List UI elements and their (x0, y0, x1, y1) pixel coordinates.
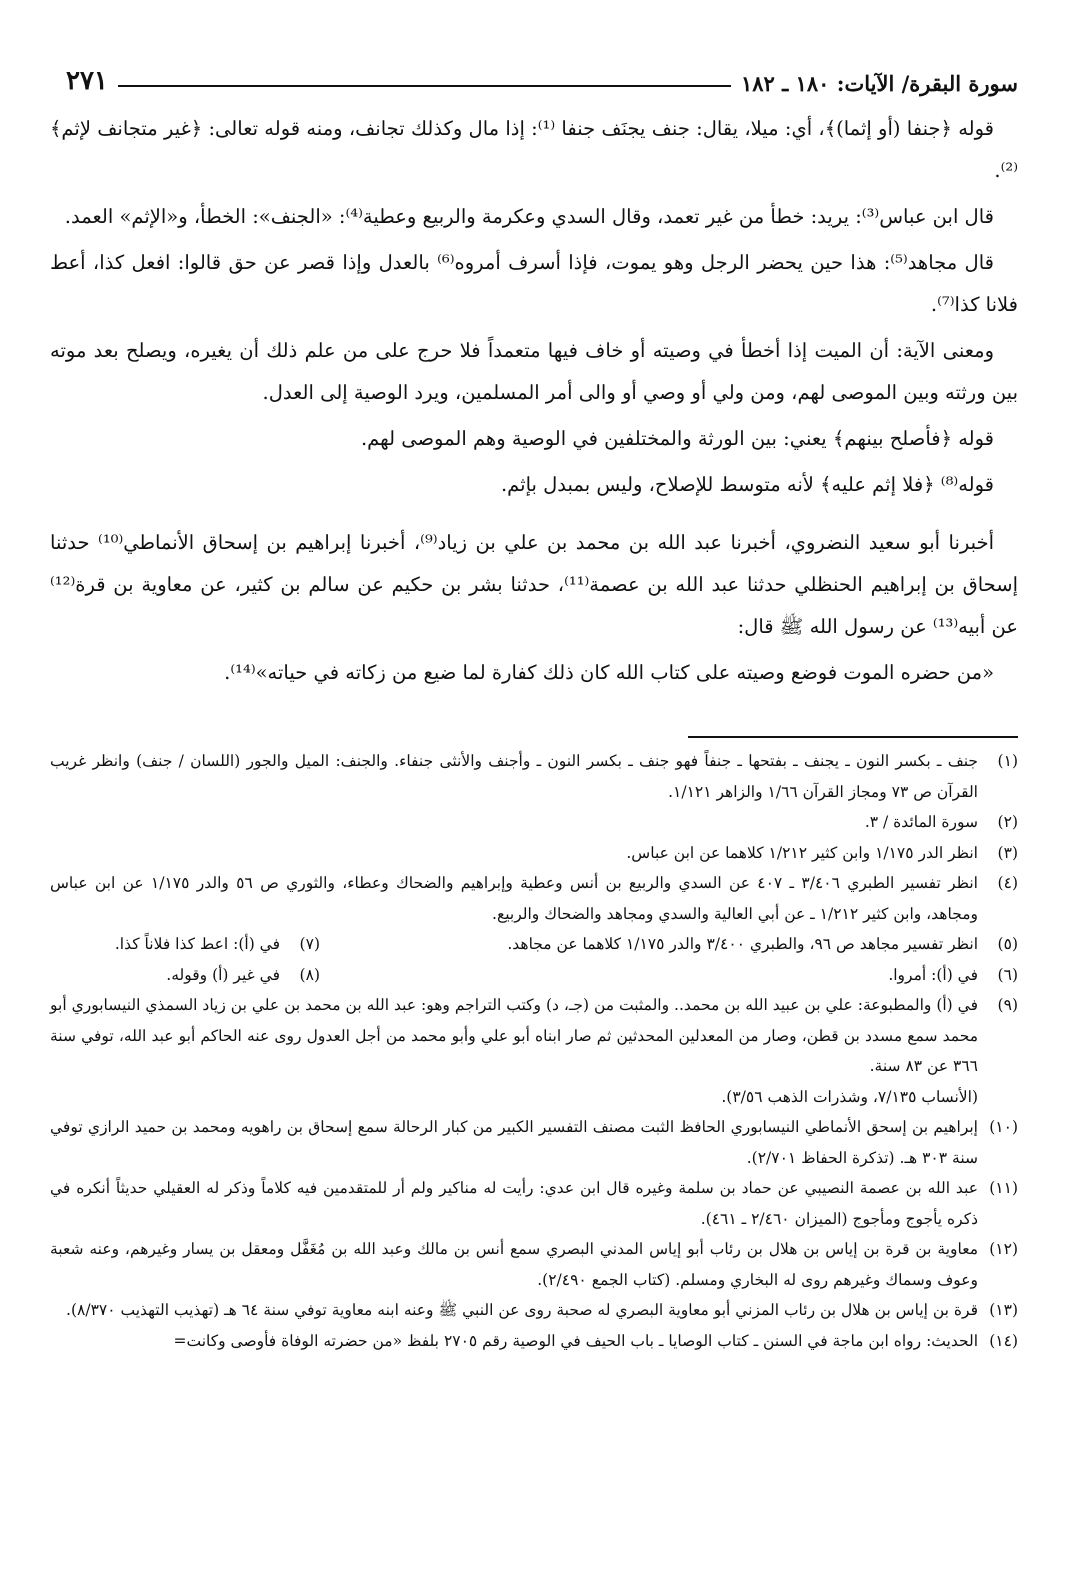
footnote-reference: (الأنساب ٧/١٣٥، وشذرات الذهب ٣/٥٦). (721, 1087, 978, 1106)
footnote-number: (١٠) (989, 1118, 1018, 1136)
footnote-number: (١) (997, 752, 1018, 770)
footnote-text: معاوية بن قرة بن إياس بن هلال بن رئاب أبو إياس المدني البصري سمع أنس بن مالك وعبد الله بن مُغَفَّل ومعقل بن يسار وغيرهم، وعنه شعبة وعوف وسماك وغيرهم روى له البخاري ومسلم. (كتاب الجمع ٢/٤٩٠). (50, 1240, 978, 1289)
footnote-3 (50, 838, 1018, 869)
footnote-number: (٦) (997, 965, 1018, 984)
footnote-text: في (أ): أمروا. (888, 965, 978, 984)
main-text (50, 108, 1018, 698)
footnote-separator (688, 736, 1018, 738)
footnote-number: (٨) (299, 965, 320, 984)
footnote-number: (٣) (997, 843, 1018, 862)
footnote-number: (٢) (997, 813, 1018, 831)
footnote-number: (٩) (997, 996, 1018, 1014)
header-rule (118, 85, 731, 87)
paragraph-1: قوله ﴿جنفا (أو إثما)﴾، أي: ميلا، يقال: جنف يجنَف جنفا ⁽¹⁾: إذا مال وكذلك تجانف، ومنه قوله تعالى: ﴿غير متجانف لإثم﴾⁽²⁾. (50, 117, 1018, 182)
footnote-8 (50, 960, 320, 991)
footnote-text: في غير (أ) وقوله. (166, 965, 280, 984)
footnote-text: جنف ـ بكسر النون ـ يجنف ـ بفتحها ـ جنفاً فهو جنف ـ بكسر النون ـ وأجنف والأنثى جنفاء. والجنف: الميل والجور (اللسان / جنف) وانظر غريب القرآن ص ٧٣ ومجاز القرآن ١/٦٦ والزاهر ١/١٢١. (50, 752, 978, 801)
paragraph-4: ومعنى الآية: أن الميت إذا أخطأ في وصيته أو خاف فيها متعمداً فلا حرج على من علم ذلك أن يغيره، ويصلح بعد موته بين ورثته وبين الموصى لهم، ومن ولي أو وصي أو والى أمر المسلمين، ويرد الوصية إلى العدل. (50, 339, 1018, 404)
footnote-number: (١٤) (989, 1331, 1018, 1350)
hadith-text: «من حضره الموت فوضع وصيته على كتاب الله كان ذلك كفارة لما ضيع من زكاته في حياته»⁽¹⁴⁾. (224, 661, 994, 684)
footnotes (50, 746, 1018, 1356)
footnote-body: في (أ) والمطبوعة: علي بن عبيد الله بن محمد.. والمثبت من (جـ، د) وكتب التراجم وهو: عبد الله بن محمد بن علي بن زياد السمذي النيسابوري أبو محمد سمع مسدد بن قطن، وصار من المعدلين المحدثين ثم صار ابناه أبو علي وأبو محمد من أجل العدول روى عنه الحاكم أبو عبد الله، توفي سنة ٣٦٦ عن ٨٣ سنة. (50, 996, 978, 1075)
paragraph-6: قوله⁽⁸⁾ ﴿فلا إثم عليه﴾ لأنه متوسط للإصلاح، وليس بمبدل بإثم. (500, 473, 994, 496)
footnote-text (50, 990, 978, 1112)
footnote-text: في (أ): اعط كذا فلاناً كذا. (114, 935, 280, 953)
footnote-row-5-7 (50, 929, 1018, 960)
footnote-text: قرة بن إياس بن هلال بن رئاب المزني أبو معاوية البصري له صحبة روى عن النبي ﷺ وعنه ابنه معاوية توفي سنة ٦٤ هـ (تهذيب التهذيب ٨/٣٧٠). (66, 1301, 978, 1319)
footnote-number: (٧) (299, 935, 320, 953)
footnote-13 (50, 1295, 1018, 1326)
footnote-row-6-8 (50, 960, 1018, 991)
footnote-9 (50, 990, 1018, 1112)
page-number: ٢٧١ (66, 66, 108, 96)
footnote-number: (٤) (997, 874, 1018, 892)
paragraph-2: قال ابن عباس⁽³⁾: يريد: خطأ من غير تعمد، وقال السدي وعكرمة والربيع وعطية⁽⁴⁾: «الجنف»: الخطأ، و«الإثم» العمد. (64, 205, 994, 228)
footnote-11 (50, 1173, 1018, 1234)
footnote-text: عبد الله بن عصمة النصيبي عن حماد بن سلمة وغيره قال ابن عدي: رأيت له مناكير ولم أر للمتقدمين فيه كلاماً وذكر له العقيلي حديثاً أنكره في ذكره يأجوج ومأجوج (الميزان ٢/٤٦٠ ـ ٤٦١). (50, 1179, 978, 1228)
footnote-12 (50, 1234, 1018, 1295)
isnad-paragraph: أخبرنا أبو سعيد النضروي، أخبرنا عبد الله بن محمد بن علي بن زياد⁽⁹⁾، أخبرنا إبراهيم بن إسحاق الأنماطي⁽¹⁰⁾ حدثنا إسحاق بن إبراهيم الحنظلي حدثنا عبد الله بن عصمة⁽¹¹⁾، حدثنا بشر بن حكيم عن سالم بن كثير، عن معاوية بن قرة⁽¹²⁾ عن أبيه⁽¹³⁾ عن رسول الله ﷺ قال: (50, 531, 1018, 638)
footnote-5 (507, 929, 1018, 960)
running-header (66, 56, 1018, 96)
footnote-7 (50, 929, 320, 960)
footnote-6 (888, 960, 1018, 991)
footnote-text: إبراهيم بن إسحق الأنماطي النيسابوري الحافظ الثبت مصنف التفسير الكبير من كبار الرحالة سمع إسحاق بن راهويه ومحمد بن حميد الرازي توفي سنة ٣٠٣ هـ. (تذكرة الحفاظ ٢/٧٠١). (50, 1118, 978, 1167)
footnote-4 (50, 868, 1018, 929)
paragraph-5: قوله ﴿فأصلح بينهم﴾ يعني: بين الورثة والمختلفين في الوصية وهم الموصى لهم. (360, 427, 994, 450)
footnote-text: الحديث: رواه ابن ماجة في السنن ـ كتاب الوصايا ـ باب الحيف في الوصية رقم ٢٧٠٥ بلفظ «من حضرته الوفاة فأوصى وكانت= (173, 1331, 978, 1350)
footnote-number: (١١) (989, 1179, 1018, 1197)
footnote-14 (50, 1326, 1018, 1357)
sura-heading: سورة البقرة/ الآيات: ١٨٠ ـ ١٨٢ (740, 71, 1018, 96)
footnote-number: (١٢) (989, 1240, 1018, 1258)
footnote-text: سورة المائدة / ٣. (864, 813, 978, 831)
footnote-number: (١٣) (989, 1301, 1018, 1319)
paragraph-3: قال مجاهد⁽⁵⁾: هذا حين يحضر الرجل وهو يموت، فإذا أسرف أمروه⁽⁶⁾ بالعدل وإذا قصر عن حق قالوا: افعل كذا، أعط فلانا كذا⁽⁷⁾. (50, 251, 1018, 316)
footnote-text: انظر الدر ١/١٧٥ وابن كثير ١/٢١٢ كلاهما عن ابن عباس. (626, 843, 978, 862)
footnote-10 (50, 1112, 1018, 1173)
footnote-2 (50, 807, 1018, 838)
footnote-text: انظر تفسير مجاهد ص ٩٦، والطبري ٣/٤٠٠ والدر ١/١٧٥ كلاهما عن مجاهد. (507, 935, 978, 953)
footnote-text: انظر تفسير الطبري ٣/٤٠٦ ـ ٤٠٧ عن السدي والربيع بن أنس وعطية وإبراهيم والضحاك وعطاء، والثوري ص ٥٦ والدر ١/١٧٥ عن ابن عباس ومجاهد، وابن كثير ١/٢١٢ ـ عن أبي العالية والسدي ومجاهد والضحاك والربيع. (50, 874, 978, 923)
footnote-1 (50, 746, 1018, 807)
footnote-number: (٥) (997, 935, 1018, 953)
